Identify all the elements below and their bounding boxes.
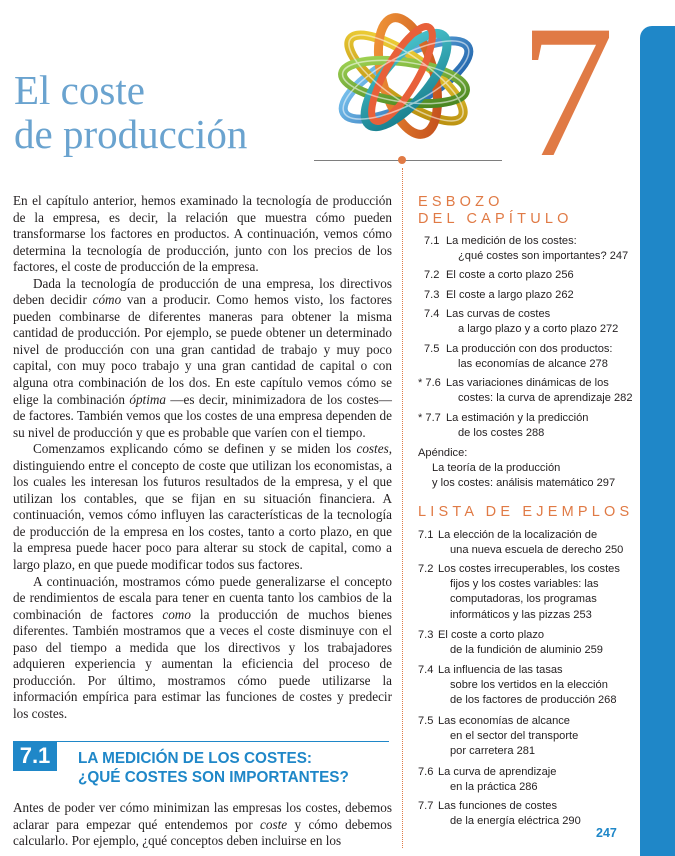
example-item-number: 7.7 <box>418 800 434 812</box>
section-rule <box>57 741 389 742</box>
outline-item-line: las economías de alcance 278 <box>458 358 608 371</box>
example-item-line: computadoras, los programas <box>450 593 597 606</box>
outline-item-line: ¿qué costes son importantes? 247 <box>458 250 629 263</box>
example-item-line: Las funciones de costes <box>438 800 558 812</box>
examples-heading: LISTA DE EJEMPLOS <box>418 504 634 520</box>
example-item-text <box>438 714 578 760</box>
example-item-text <box>438 628 603 658</box>
section-title-line-2: ¿QUÉ COSTES SON IMPORTANTES? <box>78 769 349 786</box>
paragraph: Comenzamos explicando cómo se definen y se miden los costes, distinguiendo entre el concepto de coste que utilizan los economistas, a los cuales les interesan los futuros resultados de la empresa, y el que utilizan los contables, que se fijan en su situación financiera. A continuación, vemos cómo influyen las características de la tecnología de producción de la empresa en los costes, tanto a corto plazo, en que la empresa puede hacer poco para alterar su stock de capital, como a largo plazo, en que puede modificar todos sus factores. <box>13 441 392 573</box>
example-item-line: en la práctica 286 <box>450 781 538 794</box>
outline-item-text <box>446 307 618 337</box>
example-item-line: La influencia de las tasas <box>438 664 563 676</box>
outline-item-text <box>446 268 574 283</box>
example-item-text <box>438 562 620 623</box>
outline-item-text <box>446 376 633 406</box>
outline-item-number: * 7.7 <box>418 412 441 424</box>
outline-item-number: * 7.6 <box>418 377 441 389</box>
column-divider <box>402 168 403 848</box>
outline-item-line: El coste a corto plazo 256 <box>446 269 574 281</box>
outline-item-number: 7.3 <box>424 289 440 301</box>
appendix-line: y los costes: análisis matemático 297 <box>432 477 616 490</box>
example-item-line: en el sector del transporte <box>450 730 579 743</box>
example-item-line: por carretera 281 <box>450 745 536 758</box>
intro-text <box>13 193 392 723</box>
outline-item-text <box>446 234 628 264</box>
paragraph: Dada la tecnología de producción de una empresa, los directivos deben decidir cómo van a producir. Como hemos visto, los factores pueden combinarse de diferentes maneras para obtener la misma cantidad de producción. Por ejemplo, se puede obtener un determinado nivel de producción con una gran cantidad de trabajo y muy poco capital, con muy poco trabajo y una gran cantidad de capital o con alguna otra combinación de los dos. En este capítulo vemos cómo se elige la combinación óptima —es decir, minimizadora de los costes— de factores. También vemos que los costes de una empresa dependen de su nivel de producción y que es probable que varíen con el tiempo. <box>13 275 392 440</box>
example-item-number: 7.4 <box>418 664 434 676</box>
example-item-line: sobre los vertidos en la elección <box>450 679 608 692</box>
example-item-text <box>438 663 617 709</box>
example-item-line: una nueva escuela de derecho 250 <box>450 544 624 557</box>
chapter-tab <box>640 26 675 856</box>
outline-item-line: Las curvas de costes <box>446 308 551 320</box>
example-item-line: Los costes irrecuperables, los costes <box>438 563 620 575</box>
appendix-entry <box>418 446 638 492</box>
example-item-number: 7.6 <box>418 766 434 778</box>
example-item-line: de los factores de producción 268 <box>450 694 617 707</box>
example-item-line: El coste a corto plazo <box>438 629 545 641</box>
rule-dot <box>398 156 406 164</box>
outline-item-line: costes: la curva de aprendizaje 282 <box>458 392 633 405</box>
example-item-number: 7.1 <box>418 529 434 541</box>
paragraph: En el capítulo anterior, hemos examinado la tecnología de producción de la empresa, es decir, la relación que muestra cómo pueden transformarse los factores en productos. A continuación, vemos cómo determina la tecnología de producción, junto con los precios de los factores, el coste de producción de la empresa. <box>13 193 392 275</box>
outline-item-number: 7.2 <box>424 269 440 281</box>
appendix-label: Apéndice: <box>418 447 468 459</box>
outline-item-text <box>446 411 588 441</box>
outline-heading-line-1: ESBOZO <box>418 194 504 210</box>
example-item-line: informáticos y las pizzas 253 <box>450 608 592 621</box>
outline-item-number: 7.4 <box>424 308 440 320</box>
example-item-number: 7.3 <box>418 629 434 641</box>
outline-item-line: de los costes 288 <box>458 427 545 440</box>
section-title-line-1: LA MEDICIÓN DE LOS COSTES: <box>78 750 312 767</box>
outline-item-line: La estimación y la predicción <box>446 412 589 424</box>
example-item-line: fijos y los costes variables: las <box>450 578 599 591</box>
interlocking-rings-illustration <box>306 2 506 154</box>
page-number: 247 <box>596 826 617 840</box>
outline-item-line: La medición de los costes: <box>446 235 577 247</box>
outline-heading <box>418 194 638 227</box>
example-item-line: de la energía eléctrica 290 <box>450 815 581 828</box>
example-item-line: de la fundición de aluminio 259 <box>450 644 603 657</box>
example-item-line: La elección de la localización de <box>438 529 598 541</box>
outline-item-number: 7.5 <box>424 343 440 355</box>
outline-heading-line-2: DEL CAPÍTULO <box>418 210 573 227</box>
outline-item-line: La producción con dos productos: <box>446 343 613 355</box>
section-title <box>78 749 388 787</box>
chapter-number: 7 <box>519 0 615 197</box>
chapter-title-line-2: de producción <box>14 111 248 157</box>
section-number: 7.1 <box>13 741 57 771</box>
chapter-title <box>14 68 314 156</box>
title-rule <box>314 160 502 161</box>
example-item-text <box>438 799 581 829</box>
outline-item-text <box>446 288 574 303</box>
outline-item-line: Las variaciones dinámicas de los <box>446 377 609 389</box>
example-item-line: La curva de aprendizaje <box>438 766 557 778</box>
example-item-text <box>438 765 556 795</box>
paragraph: A continuación, mostramos cómo puede generalizarse el concepto de rendimientos de escala para tener en cuenta tanto los cambios de la combinación de factores como la producción de muchos bienes diferentes. También mostramos que a veces el coste disminuye con el paso del tiempo a medida que los directivos y los trabajadores adquieren experiencia y aumentan la eficiencia del proceso de producción. Por último, mostramos cómo puede utilizarse la información empírica para estimar las funciones de costes y predecir los costes. <box>13 573 392 721</box>
example-item-text <box>438 528 623 558</box>
paragraph: Antes de poder ver cómo minimizan las empresas los costes, debemos aclarar para empezar qué entendemos por coste y cómo debemos calcularlo. Por ejemplo, ¿qué conceptos deben incluirse en los <box>13 800 392 849</box>
outline-item-line: a largo plazo y a corto plazo 272 <box>458 323 619 336</box>
example-item-number: 7.5 <box>418 715 434 727</box>
outline-item-line: El coste a largo plazo 262 <box>446 289 574 301</box>
appendix-line: La teoría de la producción <box>432 462 561 475</box>
section-text <box>13 800 392 850</box>
example-item-number: 7.2 <box>418 563 434 575</box>
example-item-line: Las economías de alcance <box>438 715 570 727</box>
chapter-title-line-1: El coste <box>14 67 145 113</box>
outline-item-number: 7.1 <box>424 235 440 247</box>
outline-item-text <box>446 342 613 372</box>
